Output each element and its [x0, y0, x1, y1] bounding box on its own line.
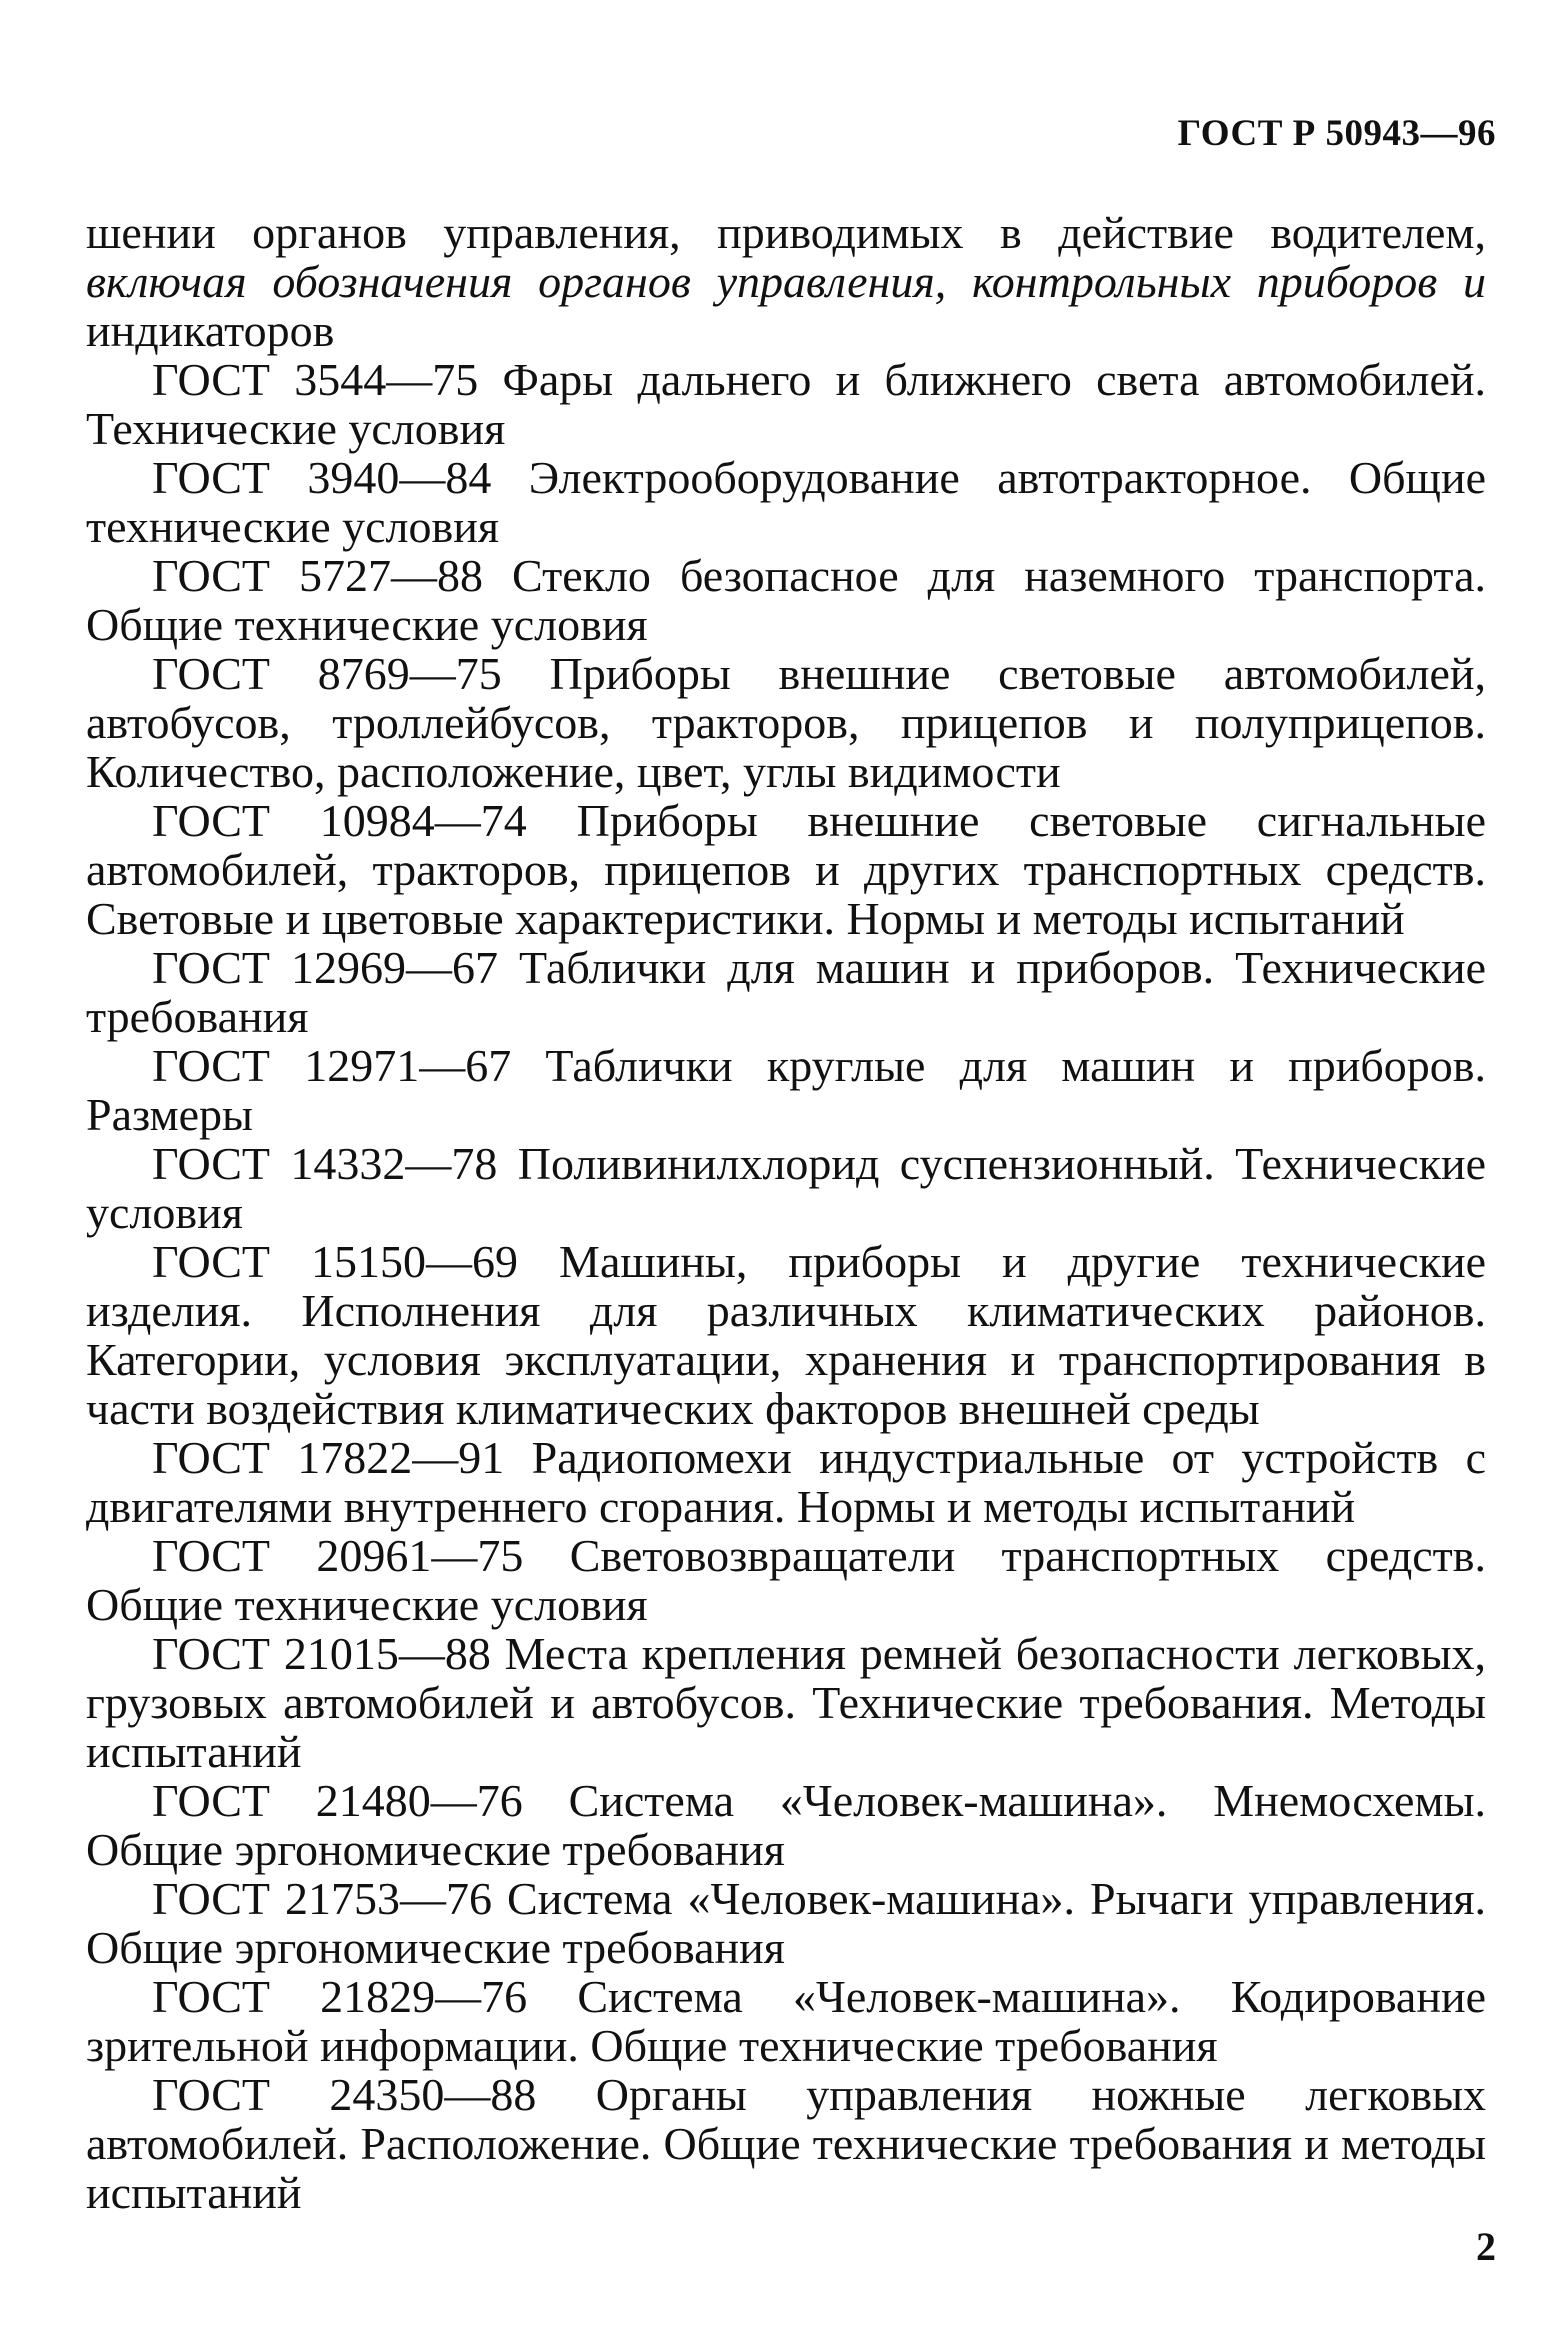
reference-item: ГОСТ 5727—88 Стекло безопасное для наземного транспорта. Общие технические условия [86, 550, 1486, 650]
reference-item: ГОСТ 3544—75 Фары дальнего и ближнего света автомобилей. Технические условия [86, 354, 1486, 454]
intro-text-end: индикаторов [86, 305, 335, 356]
reference-item: ГОСТ 10984—74 Приборы внешние световые сигнальные автомобилей, тракторов, прицепов и других транспортных средств. Световые и цветовые характеристики. Нормы и методы испытаний [86, 795, 1486, 944]
reference-item: ГОСТ 17822—91 Радиопомехи индустриальные от устройств с двигателями внутреннего сгорания. Нормы и методы испытаний [86, 1432, 1486, 1532]
document-code-header: ГОСТ Р 50943—96 [1177, 113, 1496, 154]
reference-item: ГОСТ 12971—67 Таблички круглые для машин и приборов. Размеры [86, 1040, 1486, 1140]
reference-item: ГОСТ 15150—69 Машины, приборы и другие технические изделия. Исполнения для различных климатических районов. Категории, условия эксплуатации, хранения и транспортирования в части воздействия климатических факторов внешней среды [86, 1236, 1486, 1434]
intro-paragraph [86, 208, 1486, 355]
reference-item: ГОСТ 21480—76 Система «Человек-машина». Мнемосхемы. Общие эргономические требования [86, 1775, 1486, 1875]
reference-item: ГОСТ 12969—67 Таблички для машин и приборов. Технические требования [86, 942, 1486, 1042]
reference-item: ГОСТ 20961—75 Световозвращатели транспортных средств. Общие технические условия [86, 1530, 1486, 1630]
intro-text: шении органов управления, приводимых в действие водителем, [86, 207, 1486, 258]
page-number: 2 [1476, 2224, 1496, 2269]
reference-item: ГОСТ 21015—88 Места крепления ремней безопасности легковых, грузовых автомобилей и автобусов. Технические требования. Методы испытаний [86, 1628, 1486, 1777]
intro-italic-text: включая обозначения органов управления, контрольных приборов и [86, 256, 1486, 307]
reference-item: ГОСТ 21753—76 Система «Человек-машина». Рычаги управления. Общие эргономические требования [86, 1873, 1486, 1973]
reference-item: ГОСТ 14332—78 Поливинилхлорид суспензионный. Технические условия [86, 1138, 1486, 1238]
page-body [86, 208, 1486, 2217]
reference-item: ГОСТ 8769—75 Приборы внешние световые автомобилей, автобусов, троллейбусов, тракторов, прицепов и полуприцепов. Количество, расположение, цвет, углы видимости [86, 648, 1486, 797]
reference-item: ГОСТ 21829—76 Система «Человек-машина». Кодирование зрительной информации. Общие технические требования [86, 1971, 1486, 2071]
reference-item: ГОСТ 24350—88 Органы управления ножные легковых автомобилей. Расположение. Общие технические требования и методы испытаний [86, 2069, 1486, 2218]
reference-item: ГОСТ 3940—84 Электрооборудование автотракторное. Общие технические условия [86, 452, 1486, 552]
